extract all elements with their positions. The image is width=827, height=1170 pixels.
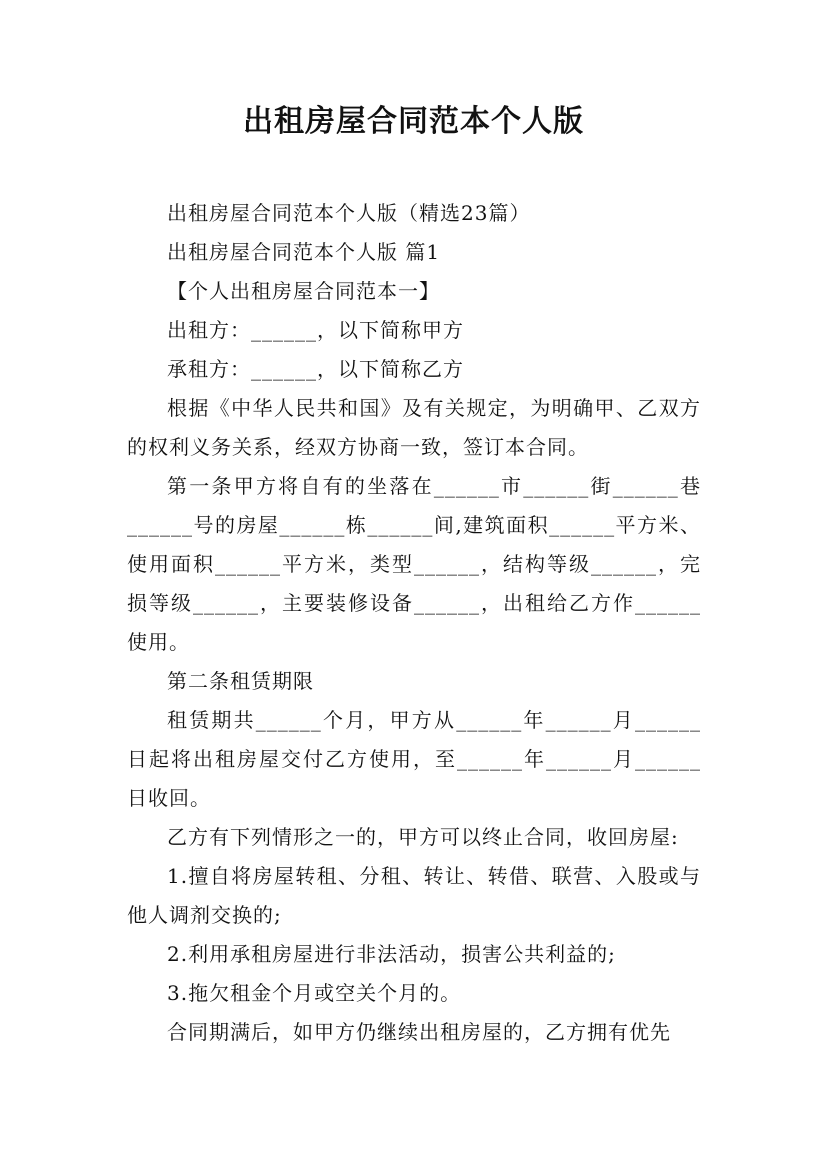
paragraph-subtitle: 出租房屋合同范本个人版（精选23篇） — [167, 201, 531, 225]
document-title: 出租房屋合同范本个人版 — [243, 104, 584, 139]
paragraph-article-2-heading: 第二条租赁期限 — [167, 669, 314, 693]
document-body — [127, 194, 701, 1052]
paragraph-condition-2: 2.利用承租房屋进行非法活动，损害公共利益的; — [167, 942, 616, 966]
paragraph-preamble: 根据《中华人民共和国》及有关规定，为明确甲、乙双方的权利义务关系，经双方协商一致，签订本合同。 — [127, 396, 701, 459]
paragraph-section-heading: 出租房屋合同范本个人版 篇1 — [167, 240, 441, 264]
paragraph-lessor: 出租方：______，以下简称甲方 — [167, 318, 464, 342]
paragraph-termination-conditions: 乙方有下列情形之一的，甲方可以终止合同，收回房屋: — [167, 825, 679, 849]
paragraph-condition-3: 3.拖欠租金个月或空关个月的。 — [167, 981, 462, 1005]
paragraph-contract-heading: 【个人出租房屋合同范本一】 — [167, 279, 440, 303]
paragraph-renewal: 合同期满后，如甲方仍继续出租房屋的，乙方拥有优先 — [167, 1020, 671, 1044]
paragraph-condition-1: 1.擅自将房屋转租、分租、转让、转借、联营、入股或与他人调剂交换的; — [127, 864, 701, 927]
paragraph-lessee: 承租方：______，以下简称乙方 — [167, 357, 464, 381]
paragraph-article-1: 第一条甲方将自有的坐落在______市______街______巷______号的房屋______栋______间,建筑面积______平方米、使用面积______平方米，类型______，结构等级______，完损等级______，主要装修设备______，出租给乙方作______使用。 — [127, 474, 701, 654]
paragraph-lease-term: 租赁期共______个月，甲方从______年______月______日起将出租房屋交付乙方使用，至______年______月______日收回。 — [127, 708, 701, 810]
